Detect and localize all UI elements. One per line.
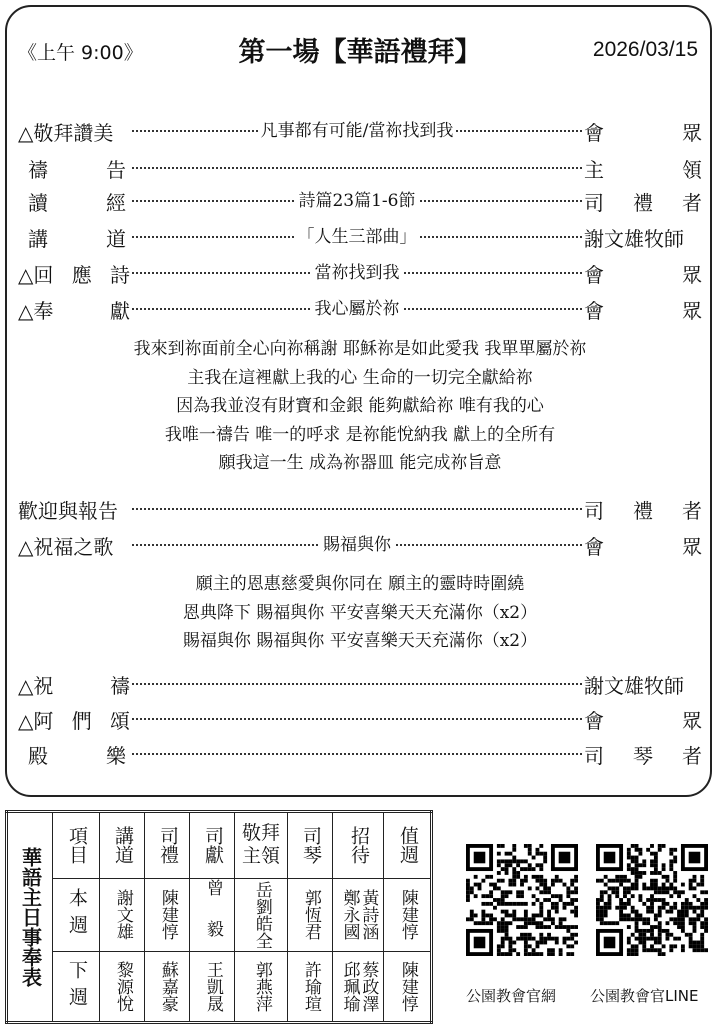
website-qr-code[interactable] [466,844,578,956]
duty-cell: 謝文雄 [100,878,145,952]
order-item-label: △阿 們 頌 [18,708,130,733]
order-item-detail: 詩篇23篇1-6節 [132,186,582,216]
order-item-detail [132,704,582,734]
offering-lyrics [0,335,720,478]
line-qr-caption: 公園教會官LINE [590,987,699,1005]
duty-header: 司獻 [190,812,235,879]
lyric-line: 因為我並沒有財寶和金銀 能夠獻給祢 唯有我的心 [176,396,544,416]
order-item [18,669,702,699]
duty-cell: 黃詩涵 鄭永國 [333,878,384,952]
lyric-line: 願我這一生 成為祢器皿 能完成祢旨意 [218,453,502,473]
order-item-detail [132,739,582,769]
duty-week-label: 下週 [53,952,100,1023]
order-item-detail: 賜福與你 [132,530,582,560]
duty-week-label: 本週 [53,878,100,952]
order-item-label: △祝 禱 [18,673,130,698]
duty-header: 敬拜主領 [235,812,288,879]
duty-cell: 許瑜瑄 [288,952,333,1023]
service-date: 2026/03/15 [592,38,698,61]
order-item-detail [132,153,582,183]
order-item [18,739,702,769]
order-item [18,153,702,183]
order-item-label: 禱 告 [28,157,126,182]
order-item-detail: 「人生三部曲」 [132,222,582,252]
duty-cell: 郭恆君 [288,878,333,952]
line-qr-code[interactable] [596,844,708,956]
duty-header: 值週 [384,812,432,879]
order-item [18,494,702,524]
order-item-person: 謝文雄牧師 [584,673,684,698]
duty-cell: 王凱晟 [190,952,235,1023]
service-time: 《上午 9:00》 [18,42,143,64]
order-item-person: 司 禮 者 [584,498,702,523]
order-item-person: 會 眾 [584,298,702,323]
order-item-label: 歡迎與報告 [18,498,118,523]
duty-cell: 岳劉皓全 [235,878,288,952]
order-item-person: 主 領 [584,157,702,182]
order-item-label: △敬拜讚美 [18,120,114,145]
duty-cell: 郭燕萍 [235,952,288,1023]
order-item-person: 謝文雄牧師 [584,226,684,251]
order-item-label: 講 道 [28,226,126,251]
order-item-person: 會 眾 [584,708,702,733]
duty-cell: 陳建惇 [384,952,432,1023]
duty-table-title: 華語主日事奉表 [7,812,53,1023]
duty-cell: 蔡政澤 邱珮瑜 [333,952,384,1023]
blessing-lyrics [0,570,720,656]
duty-table [5,810,433,1024]
order-item-detail: 當祢找到我 [132,258,582,288]
order-item-label: △奉 獻 [18,298,130,323]
order-item-person: 會 眾 [584,120,702,145]
order-item [18,186,702,216]
order-item-label: △祝福之歌 [18,534,114,559]
lyric-line: 我唯一禱告 唯一的呼求 是祢能悅納我 獻上的全所有 [164,424,556,445]
website-qr-caption: 公園教會官網 [466,987,557,1005]
lyric-line: 主我在這裡獻上我的心 生命的一切完全獻給祢 [187,367,533,388]
order-item-person: 會 眾 [584,262,702,287]
order-item [18,222,702,252]
duty-header: 司禮 [145,812,190,879]
service-title: 第一場【華語禮拜】 [238,37,482,68]
header [0,30,720,70]
duty-cell: 曾 毅 [190,878,235,952]
order-item [18,530,702,560]
lyric-line: 我來到祢面前全心向祢稱謝 耶穌祢是如此愛我 我單單屬於祢 [133,339,587,359]
lyric-line: 願主的恩惠慈愛與你同在 願主的靈時時圍繞 [195,574,525,594]
duty-header: 招待 [333,812,384,879]
order-item-person: 司 禮 者 [584,190,702,215]
order-item-detail: 我心屬於祢 [132,294,582,324]
order-item [18,294,702,324]
lyric-line: 賜福與你 賜福與你 平安喜樂天天充滿你（x2） [182,631,538,651]
duty-cell: 蘇嘉豪 [145,952,190,1023]
duty-header: 項目 [53,812,100,879]
order-item [18,704,702,734]
order-item-person: 會 眾 [584,534,702,559]
duty-cell: 陳建惇 [145,878,190,952]
duty-header: 司琴 [288,812,333,879]
order-item [18,258,702,288]
order-item [18,116,702,146]
order-item-detail [132,669,582,699]
order-item-label: 讀 經 [28,190,126,215]
duty-cell: 陳建惇 [384,878,432,952]
order-item-detail [132,494,582,524]
order-item-person: 司 琴 者 [584,743,702,768]
duty-header: 講道 [100,812,145,879]
lyric-line: 恩典降下 賜福與你 平安喜樂天天充滿你（x2） [182,602,538,623]
order-item-detail: 凡事都有可能/當祢找到我 [132,116,582,146]
order-item-label: 殿 樂 [28,743,126,768]
duty-cell: 黎源悅 [100,952,145,1023]
order-item-label: △回 應 詩 [18,262,130,287]
